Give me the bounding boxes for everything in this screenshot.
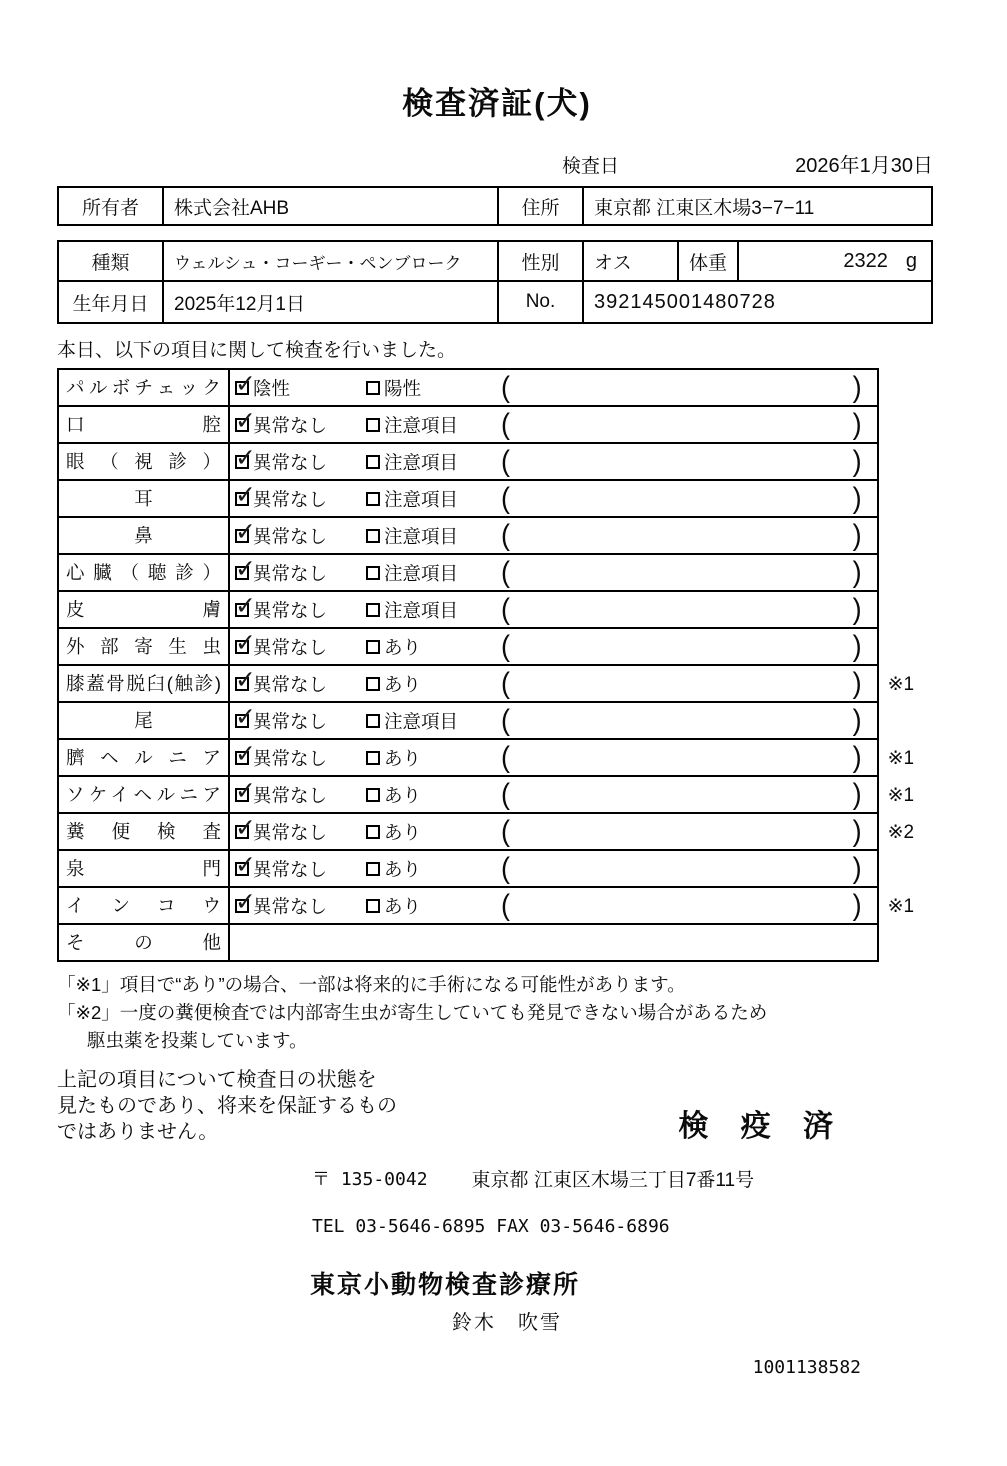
remarks-field: ( ) — [501, 740, 862, 774]
checkbox-checked-icon[interactable] — [235, 603, 249, 617]
checkbox-ok-label: 異常なし — [253, 525, 328, 547]
checkbox-unchecked-icon[interactable] — [366, 455, 380, 469]
remarks-field: ( ) — [501, 851, 862, 885]
checklist-row-inguinal-hernia — [57, 777, 937, 814]
checkbox-ng-label: 注意項目 — [384, 599, 459, 621]
checklist-row-parasites — [57, 629, 937, 666]
checklist-item-label: インコウ — [59, 888, 230, 923]
footnote-ref: ※1 — [887, 785, 915, 806]
remarks-field: ( ) — [501, 592, 862, 626]
checklist-item-label: その他 — [59, 925, 230, 960]
checkbox-unchecked-icon[interactable] — [366, 899, 380, 913]
checklist-row-heart — [57, 555, 937, 592]
quarantine-passed-stamp: 検 疫 済 — [678, 1110, 845, 1143]
remarks-field: ( ) — [501, 518, 862, 552]
checkbox-ng-label: あり — [384, 747, 422, 769]
checkbox-ng-label: 注意項目 — [384, 414, 459, 436]
checklist-row-eyes — [57, 444, 937, 481]
checklist-row-tail — [57, 703, 937, 740]
animal-table-row1 — [57, 240, 933, 282]
checkbox-ng-label: あり — [384, 784, 422, 806]
checkbox-ok-label: 異常なし — [253, 895, 328, 917]
inspection-date-label: 検査日 — [562, 156, 620, 177]
checkbox-unchecked-icon[interactable] — [366, 825, 380, 839]
checkbox-ok-label: 異常なし — [253, 784, 328, 806]
checkbox-unchecked-icon[interactable] — [366, 714, 380, 728]
remarks-field: ( ) — [501, 666, 862, 700]
veterinarian-name: 鈴木 吹雪 — [452, 1312, 562, 1334]
checkbox-unchecked-icon[interactable] — [366, 788, 380, 802]
checkbox-unchecked-icon[interactable] — [366, 751, 380, 765]
footnote-ref: ※1 — [887, 896, 915, 917]
checkbox-ng-label: 注意項目 — [384, 562, 459, 584]
checkbox-unchecked-icon[interactable] — [366, 862, 380, 876]
checkbox-ng-label: あり — [384, 858, 422, 880]
checklist-item-label: パルボチェック — [59, 370, 230, 405]
remarks-field: ( ) — [501, 777, 862, 811]
checklist-item-label: 臍ヘルニア — [59, 740, 230, 775]
owner-table — [57, 186, 933, 226]
remarks-field: ( ) — [501, 370, 862, 404]
footnote-ref: ※1 — [887, 748, 915, 769]
weight-unit: g — [905, 249, 917, 272]
checklist-item-label: 口腔 — [59, 407, 230, 442]
checklist-row-parvo — [57, 368, 937, 407]
checkbox-ng-label: 注意項目 — [384, 488, 459, 510]
weight-number: 2322 — [843, 249, 888, 272]
footnotes — [57, 971, 957, 1055]
address-value: 東京都 江東区木場3−7−11 — [582, 188, 931, 224]
checklist-row-ears — [57, 481, 937, 518]
checkbox-checked-icon[interactable] — [235, 788, 249, 802]
remarks-field: ( ) — [501, 407, 862, 441]
checklist-row-mouth — [57, 407, 937, 444]
checklist-item-label: 膝蓋骨脱臼(触診) — [59, 666, 230, 701]
remarks-field: ( ) — [501, 629, 862, 663]
checklist-item-label: 鼻 — [59, 518, 230, 553]
checkbox-checked-icon[interactable] — [235, 529, 249, 543]
remarks-field: ( ) — [501, 555, 862, 589]
disclaimer-statement: 上記の項目について検査日の状態を 見たものであり、将来を保証するもの ではありません。 — [57, 1069, 397, 1143]
inspection-date-value: 2026年1月30日 — [795, 155, 933, 177]
footnote-ref: ※1 — [887, 674, 915, 695]
checkbox-ng-label: 注意項目 — [384, 710, 459, 732]
footnote-ref — [879, 407, 937, 444]
weight-label: 体重 — [677, 242, 737, 280]
page-title: 検査済証(犬) — [402, 86, 592, 121]
checklist-item-label: ソケイヘルニア — [59, 777, 230, 812]
checklist-row-umbilical-hernia — [57, 740, 937, 777]
checkbox-ok-label: 異常なし — [253, 858, 328, 880]
checkbox-checked-icon[interactable] — [235, 677, 249, 691]
footnote-2-continued: 駆虫薬を投薬しています。 — [87, 1030, 308, 1051]
checkbox-checked-icon[interactable] — [235, 455, 249, 469]
checkbox-ok-label: 異常なし — [253, 821, 328, 843]
checklist-row-nose — [57, 518, 937, 555]
checkbox-ok-label: 異常なし — [253, 636, 328, 658]
owner-value: 株式会社AHB — [162, 188, 497, 224]
checkbox-checked-icon[interactable] — [235, 899, 249, 913]
checkbox-ok-label: 陰性 — [253, 377, 291, 399]
address-label: 住所 — [497, 188, 582, 224]
clinic-address: 東京都 江東区木場三丁目7番11号 — [471, 1170, 755, 1191]
checkbox-ok-label: 異常なし — [253, 562, 328, 584]
birthdate-label: 生年月日 — [72, 293, 149, 315]
checkbox-ng-label: 注意項目 — [384, 451, 459, 473]
checklist-row-patella — [57, 666, 937, 703]
footnote-1: 「※1」項目で“あり”の場合、一部は将来的に手術になる可能性があります。 — [57, 974, 686, 995]
id-number-label: No. — [497, 282, 582, 322]
checklist-table — [57, 368, 937, 962]
footnote-ref — [879, 481, 937, 518]
checklist-item-label: 眼（視診） — [59, 444, 230, 479]
sex-value: オス — [582, 242, 677, 280]
animal-table-row2 — [57, 282, 933, 324]
checkbox-unchecked-icon[interactable] — [366, 603, 380, 617]
footnote-ref — [879, 592, 937, 629]
checkbox-unchecked-icon[interactable] — [366, 677, 380, 691]
checkbox-ng-label: 注意項目 — [384, 525, 459, 547]
checklist-item-label: 心臓（聴診） — [59, 555, 230, 590]
checklist-item-label: 皮膚 — [59, 592, 230, 627]
checklist-row-inkou — [57, 888, 937, 925]
footnote-ref — [879, 518, 937, 555]
footnote-2: 「※2」一度の糞便検査では内部寄生虫が寄生していても発見できない場合があるため — [57, 1002, 768, 1023]
checkbox-ok-label: 異常なし — [253, 414, 328, 436]
checkbox-checked-icon[interactable] — [235, 640, 249, 654]
breed-value: ウェルシュ・コーギー・ペンブローク — [162, 242, 497, 280]
breed-label: 種類 — [91, 252, 130, 274]
checkbox-unchecked-icon[interactable] — [366, 640, 380, 654]
checkbox-unchecked-icon[interactable] — [366, 529, 380, 543]
checkbox-ng-label: あり — [384, 895, 422, 917]
checkbox-unchecked-icon[interactable] — [366, 566, 380, 580]
checkbox-checked-icon[interactable] — [235, 492, 249, 506]
postal-code: 〒 135-0042 — [312, 1169, 428, 1190]
checkbox-checked-icon[interactable] — [235, 751, 249, 765]
checkbox-ok-label: 異常なし — [253, 710, 328, 732]
remarks-field: ( ) — [501, 814, 862, 848]
footnote-ref — [879, 629, 937, 666]
checklist-item-label: 泉門 — [59, 851, 230, 886]
id-number-value: 392145001480728 — [582, 282, 931, 322]
checkbox-unchecked-icon[interactable] — [366, 418, 380, 432]
footnote-ref — [879, 555, 937, 592]
checkbox-unchecked-icon[interactable] — [366, 492, 380, 506]
footnote-ref — [879, 851, 937, 888]
checklist-item-label: 耳 — [59, 481, 230, 516]
sex-label: 性別 — [497, 242, 582, 280]
checkbox-ng-label: 陽性 — [384, 377, 422, 399]
weight-value — [737, 242, 931, 280]
birthdate-value: 2025年12月1日 — [162, 282, 497, 322]
remarks-field: ( ) — [501, 888, 862, 922]
checkbox-ok-label: 異常なし — [253, 451, 328, 473]
checkbox-ng-label: あり — [384, 673, 422, 695]
checklist-row-skin — [57, 592, 937, 629]
checklist-row-other — [57, 925, 937, 962]
tel-fax-line: TEL 03-5646-6895 FAX 03-5646-6896 — [312, 1216, 670, 1237]
checkbox-checked-icon[interactable] — [235, 862, 249, 876]
checkbox-checked-icon[interactable] — [235, 418, 249, 432]
checkbox-unchecked-icon[interactable] — [366, 381, 380, 395]
checklist-row-fontanelle — [57, 851, 937, 888]
checkbox-ok-label: 異常なし — [253, 599, 328, 621]
checkbox-ok-label: 異常なし — [253, 673, 328, 695]
other-empty-field — [230, 925, 877, 960]
clinic-name: 東京小動物検査診療所 — [310, 1271, 581, 1299]
clinic-address-line — [57, 1165, 937, 1192]
remarks-field: ( ) — [501, 444, 862, 478]
footnote-ref — [879, 703, 937, 740]
checkbox-ng-label: あり — [384, 636, 422, 658]
checklist-item-label: 外部寄生虫 — [59, 629, 230, 664]
checkbox-ng-label: あり — [384, 821, 422, 843]
inspection-date-row — [57, 149, 933, 178]
checklist-row-fecal-exam — [57, 814, 937, 851]
owner-label: 所有者 — [81, 197, 139, 219]
checkbox-ok-label: 異常なし — [253, 488, 328, 510]
footnote-ref — [879, 444, 937, 481]
checklist-item-label: 尾 — [59, 703, 230, 738]
checkbox-ok-label: 異常なし — [253, 747, 328, 769]
intro-text: 本日、以下の項目に関して検査を行いました。 — [57, 340, 457, 361]
checklist-item-label: 糞便検査 — [59, 814, 230, 849]
checkbox-checked-icon[interactable] — [235, 825, 249, 839]
checkbox-checked-icon[interactable] — [235, 714, 249, 728]
footnote-ref — [879, 368, 937, 407]
remarks-field: ( ) — [501, 703, 862, 737]
checkbox-checked-icon[interactable] — [235, 381, 249, 395]
remarks-field: ( ) — [501, 481, 862, 515]
serial-number: 1001138582 — [752, 1357, 861, 1378]
footnote-ref: ※2 — [887, 822, 915, 843]
checkbox-checked-icon[interactable] — [235, 566, 249, 580]
